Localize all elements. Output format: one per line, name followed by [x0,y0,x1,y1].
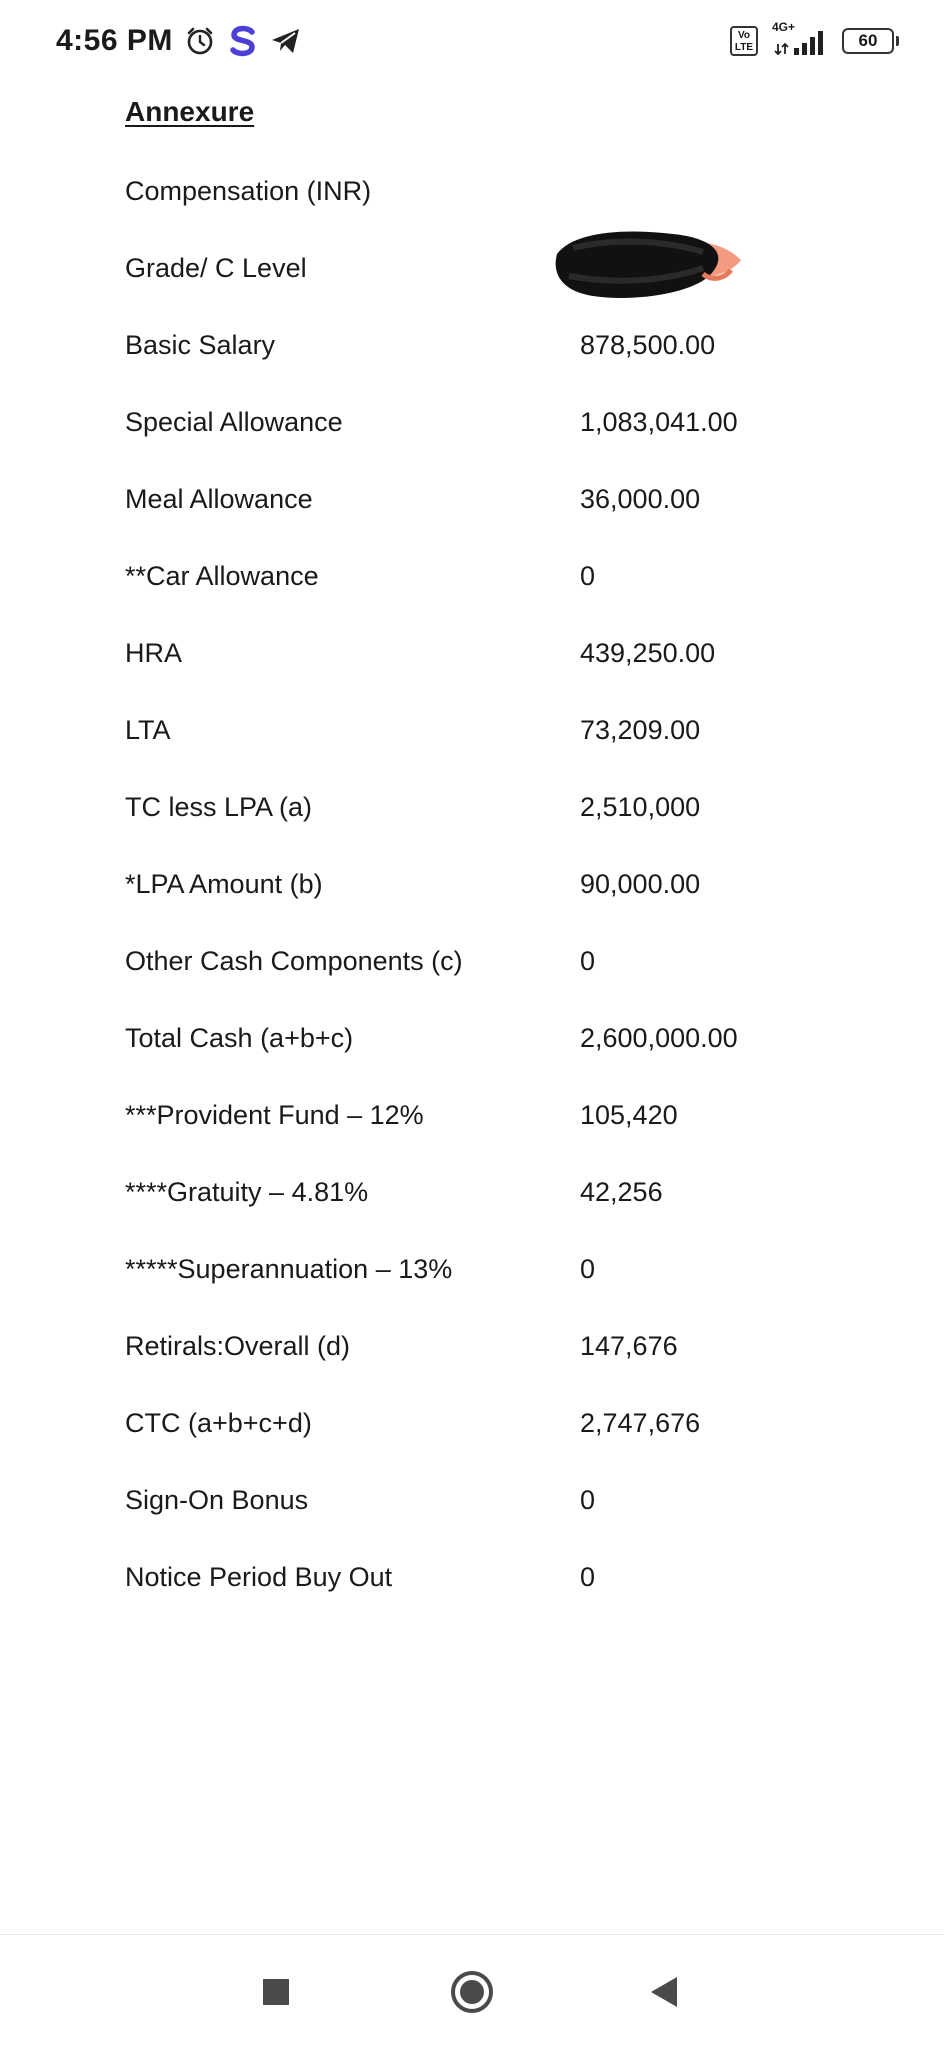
recents-icon [261,1977,291,2007]
row-label-sign-on-bonus: Sign-On Bonus [125,1485,309,1515]
row-value-ctc: 2,747,676 [580,1408,701,1438]
volte-label-bottom: LTE [734,42,754,53]
volte-icon [730,26,758,56]
status-bar [0,0,944,90]
row-label-compensation: Compensation (INR) [125,176,372,206]
row-label-meal-allowance: Meal Allowance [125,484,313,514]
row-label-gratuity: ****Gratuity – 4.81% [125,1177,369,1207]
row-value-hra: 439,250.00 [580,638,716,668]
s-app-icon [228,24,258,63]
alarm-icon [184,25,216,62]
row-label-retirals: Retirals:Overall (d) [125,1331,351,1361]
navigation-bar [0,1935,944,2048]
row-value-gratuity: 42,256 [580,1177,663,1207]
row-value-provident-fund: 105,420 [580,1100,678,1130]
status-right-icons [730,20,894,58]
redaction-mark [553,224,743,304]
network-type-label: 4G+ [772,20,796,34]
battery-icon [842,28,894,54]
row-value-meal-allowance: 36,000.00 [580,484,701,514]
back-button[interactable] [614,1935,714,2048]
row-label-lpa-amount: *LPA Amount (b) [125,869,323,899]
row-label-superannuation: *****Superannuation – 13% [125,1254,453,1284]
row-label-tc-less-lpa: TC less LPA (a) [125,792,313,822]
row-label-total-cash: Total Cash (a+b+c) [125,1023,354,1053]
row-label-ctc: CTC (a+b+c+d) [125,1408,312,1438]
telegram-icon [270,26,302,61]
row-value-superannuation: 0 [580,1254,596,1284]
row-value-total-cash: 2,600,000.00 [580,1023,738,1053]
signal-icon [772,20,828,58]
row-value-retirals: 147,676 [580,1331,678,1361]
row-value-tc-less-lpa: 2,510,000 [580,792,701,822]
row-label-basic-salary: Basic Salary [125,330,276,360]
row-value-other-cash: 0 [580,946,596,976]
row-value-sign-on-bonus: 0 [580,1485,596,1515]
row-label-provident-fund: ***Provident Fund – 12% [125,1100,424,1130]
recents-button[interactable] [226,1935,326,2048]
row-label-other-cash: Other Cash Components (c) [125,946,463,976]
row-label-hra: HRA [125,638,183,668]
row-value-basic-salary: 878,500.00 [580,330,716,360]
row-label-car-allowance: **Car Allowance [125,561,319,591]
row-value-lta: 73,209.00 [580,715,701,745]
status-time: 4:56 PM [56,24,173,57]
row-label-grade: Grade/ C Level [125,253,307,283]
row-value-special-allowance: 1,083,041.00 [580,407,738,437]
row-value-car-allowance: 0 [580,561,596,591]
row-value-notice-buyout: 0 [580,1562,596,1592]
home-button[interactable] [422,1935,522,2048]
back-icon [648,1975,680,2009]
volte-label-top: Vo [737,30,751,41]
home-icon [449,1969,495,2015]
status-left-icons [184,24,302,63]
row-label-special-allowance: Special Allowance [125,407,343,437]
row-label-notice-buyout: Notice Period Buy Out [125,1562,393,1592]
row-value-lpa-amount: 90,000.00 [580,869,701,899]
row-label-lta: LTA [125,715,171,745]
battery-level: 60 [858,31,878,50]
document-title: Annexure [125,96,255,127]
